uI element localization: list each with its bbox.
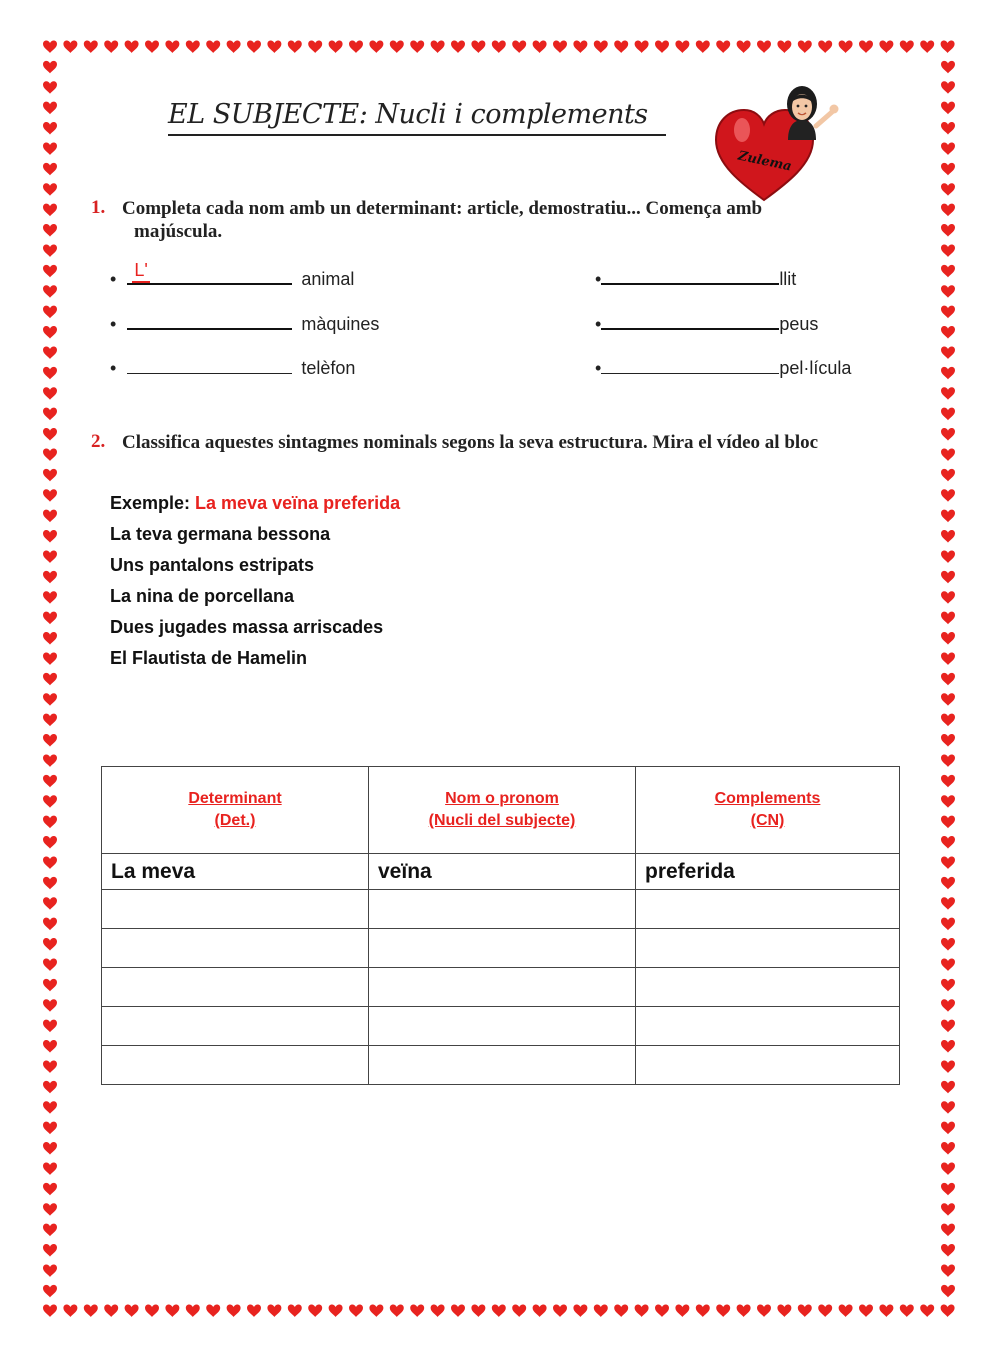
heart-icon [553,40,567,53]
q1-item-animal [110,260,355,290]
heart-icon [43,632,57,645]
heart-icon [737,1304,751,1317]
heart-icon [43,122,57,135]
heart-icon [288,40,302,53]
heart-icon [43,795,57,808]
heart-icon [941,714,955,727]
heart-icon [879,40,893,53]
heart-icon [451,40,465,53]
heart-icon [43,652,57,665]
table-cell-input[interactable] [369,1046,636,1085]
heart-icon [43,183,57,196]
heart-icon [716,40,730,53]
heart-icon [941,1183,955,1196]
classification-table [101,766,900,1085]
heart-icon [941,1060,955,1073]
table-cell-input[interactable] [369,929,636,968]
question-1-number: 1. [91,197,106,218]
heart-icon [941,795,955,808]
example-value: La meva veïna preferida [195,493,401,513]
heart-icon [206,40,220,53]
heart-icon [125,1304,139,1317]
table-cell: La meva [102,854,369,890]
header-nucli [369,767,636,854]
heart-icon [43,877,57,890]
heart-icon [573,40,587,53]
heart-icon [63,1304,77,1317]
heart-icon [104,1304,118,1317]
heart-icon [227,40,241,53]
heart-icon [43,856,57,869]
answer-blank-maquines[interactable] [127,310,292,330]
heart-icon [492,1304,506,1317]
heart-icon [757,1304,771,1317]
heart-icon [43,754,57,767]
heart-icon [594,40,608,53]
heart-icon [43,1040,57,1053]
heart-icon [941,510,955,523]
heart-icon [818,1304,832,1317]
heart-icon [43,367,57,380]
heart-icon [43,1285,57,1298]
heart-icon [206,1304,220,1317]
header-line: (Det.) [214,812,256,829]
noun: animal [301,269,355,289]
heart-icon [737,40,751,53]
heart-icon [941,754,955,767]
table-row [102,854,900,890]
heart-icon [43,265,57,278]
heart-icon [941,693,955,706]
heart-icon [879,1304,893,1317]
bullet: • [595,358,602,378]
heart-icon [941,204,955,217]
table-cell-input[interactable] [102,1046,369,1085]
heart-icon [941,612,955,625]
page-title: EL SUBJECTE: Nucli i complements [168,96,666,136]
phrase-item: Dues jugades massa arriscades [110,617,384,637]
heart-icon [533,1304,547,1317]
heart-icon [390,1304,404,1317]
table-cell: veïna [369,854,636,890]
heart-icon [186,40,200,53]
noun: peus [779,314,819,334]
avatar-icon [787,86,839,140]
heart-icon [941,918,955,931]
header-line: (Nucli del subjecte) [428,812,576,829]
heart-icon [941,40,955,53]
heart-icon [43,1122,57,1135]
heart-icon [941,1142,955,1155]
heart-icon [941,958,955,971]
heart-icon [43,693,57,706]
heart-icon [941,856,955,869]
table-cell-input[interactable] [369,968,636,1007]
heart-icon [104,40,118,53]
heart-icon [451,1304,465,1317]
heart-icon [349,1304,363,1317]
table-cell-input[interactable] [636,968,900,1007]
heart-icon [431,40,445,53]
heart-icon [267,1304,281,1317]
heart-icon [308,40,322,53]
heart-icon [43,306,57,319]
heart-icon [43,979,57,992]
heart-icon [941,1224,955,1237]
heart-icon [471,1304,485,1317]
heart-icon [165,1304,179,1317]
heart-icon [941,979,955,992]
teacher-badge [712,82,847,207]
question-1-line2: majúscula. [134,221,223,242]
heart-icon [43,428,57,441]
heart-icon [431,1304,445,1317]
answer-blank-telefon[interactable] [127,355,292,374]
heart-icon [43,61,57,74]
heart-icon [839,40,853,53]
heart-icon [43,1162,57,1175]
heart-icon [145,1304,159,1317]
heart-icon [43,102,57,115]
heart-icon [512,1304,526,1317]
heart-icon [655,1304,669,1317]
heart-icon [43,775,57,788]
badge-label: Zulema [736,148,793,175]
heart-icon [941,346,955,359]
heart-icon [512,40,526,53]
heart-icon [941,102,955,115]
heart-icon [43,224,57,237]
table-cell-input[interactable] [102,968,369,1007]
answer-blank-animal[interactable] [127,260,292,285]
heart-icon [573,1304,587,1317]
heart-icon [941,224,955,237]
question-2-number: 2. [91,431,106,452]
heart-icon [941,326,955,339]
heart-icon [410,1304,424,1317]
heart-icon [43,816,57,829]
heart-icon [369,40,383,53]
heart-icon [43,734,57,747]
heart-icon [941,1285,955,1298]
heart-icon [635,1304,649,1317]
heart-icon [43,1203,57,1216]
heart-icon [43,510,57,523]
heart-icon [777,40,791,53]
heart-icon [941,1101,955,1114]
bullet: • [595,269,602,289]
heart-icon [43,897,57,910]
heart-icon [941,306,955,319]
heart-icon [63,40,77,53]
bullet: • [110,269,117,289]
heart-icon [696,40,710,53]
heart-icon [941,1081,955,1094]
heart-icon [43,1142,57,1155]
q1-item-maquines [110,310,379,335]
heart-icon [941,183,955,196]
header-line: Determinant [188,790,282,807]
heart-icon [43,244,57,257]
table-cell-input[interactable] [102,929,369,968]
heart-icon [614,40,628,53]
heart-icon [818,40,832,53]
heart-icon [43,1244,57,1257]
heart-icon [941,163,955,176]
header-line: Complements [714,790,821,807]
heart-icon [941,1040,955,1053]
table-cell-input[interactable] [369,890,636,929]
heart-icon [920,1304,934,1317]
heart-icon [941,591,955,604]
heart-icon [43,1081,57,1094]
heart-icon [777,1304,791,1317]
heart-icon [941,1122,955,1135]
heart-icon [43,673,57,686]
heart-icon [43,469,57,482]
heart-icon [839,1304,853,1317]
heart-icon [533,40,547,53]
table-cell-input[interactable] [636,929,900,968]
heart-icon [941,1020,955,1033]
heart-icon [43,204,57,217]
heart-icon [43,408,57,421]
example-label: Exemple: [110,493,196,513]
heart-icon [941,1162,955,1175]
question-2-text: Classifica aquestes sintagmes nominals segons la seva estructura. Mira el vídeo al bloc [122,432,819,453]
bullet: • [595,314,602,334]
bullet: • [110,314,117,334]
heart-icon [941,142,955,155]
heart-icon [165,40,179,53]
heart-icon [43,1060,57,1073]
noun: telèfon [301,358,356,378]
heart-icon [655,40,669,53]
heart-icon [941,81,955,94]
heart-icon [675,40,689,53]
heart-icon [635,40,649,53]
heart-icon [43,163,57,176]
question-1-text [122,197,882,243]
heart-icon [941,448,955,461]
table-cell-input[interactable] [369,1007,636,1046]
table-cell-input[interactable] [102,890,369,929]
heart-icon [941,938,955,951]
heart-icon [43,836,57,849]
heart-icon [798,1304,812,1317]
bullet: • [110,358,117,378]
heart-icon [900,1304,914,1317]
heart-icon [145,40,159,53]
heart-icon [329,1304,343,1317]
table-row [102,929,900,968]
noun: pel·lícula [779,358,852,378]
heart-icon [349,40,363,53]
phrase-item: Uns pantalons estripats [110,555,315,575]
noun: màquines [301,314,380,334]
noun: llit [779,269,797,289]
heart-icon [43,326,57,339]
heart-icon [941,530,955,543]
heart-icon [675,1304,689,1317]
heart-icon [757,40,771,53]
header-line: Nom o pronom [445,790,559,807]
heart-icon [288,1304,302,1317]
heart-icon [186,1304,200,1317]
heart-icon [900,40,914,53]
heart-icon [941,265,955,278]
answer-filled: L' [132,260,149,283]
heart-icon [941,999,955,1012]
phrase-item: La nina de porcellana [110,586,295,606]
heart-icon [941,673,955,686]
heart-icon [247,1304,261,1317]
heart-icon [614,1304,628,1317]
heart-icon [941,550,955,563]
heart-icon [84,40,98,53]
heart-icon [941,61,955,74]
header-complements [636,767,900,854]
answer-blank-llit[interactable] [601,265,779,285]
heart-icon [227,1304,241,1317]
heart-icon [594,1304,608,1317]
question-1-line1: Completa cada nom amb un determinant: article, demostratiu... Comença amb [122,198,763,219]
q1-item-pellicula [595,355,851,379]
heart-icon [859,40,873,53]
heart-icon [941,632,955,645]
heart-icon [941,408,955,421]
heart-icon [43,1020,57,1033]
q1-item-peus [595,310,818,335]
q1-item-llit [595,265,796,290]
heart-icon [716,1304,730,1317]
heart-icon [43,81,57,94]
heart-icon [329,40,343,53]
heart-icon [84,1304,98,1317]
heart-icon [43,612,57,625]
heart-icon [308,1304,322,1317]
heart-icon [941,652,955,665]
heart-icon [941,428,955,441]
table-cell-input[interactable] [102,1007,369,1046]
heart-icon [43,1224,57,1237]
q1-item-telefon [110,355,355,379]
heart-icon [920,40,934,53]
table-row [102,968,900,1007]
heart-icon [43,714,57,727]
header-determinant [102,767,369,854]
heart-icon [941,816,955,829]
heart-icon [43,40,57,53]
heart-icon [43,958,57,971]
table-row [102,1046,900,1085]
heart-icon [696,1304,710,1317]
heart-icon [43,448,57,461]
heart-icon [43,142,57,155]
heart-icon [941,469,955,482]
table-header-row [102,767,900,854]
heart-icon [43,571,57,584]
heart-icon [941,734,955,747]
phrase-item: La teva germana bessona [110,524,331,544]
table-cell-input[interactable] [636,1046,900,1085]
heart-icon [941,1244,955,1257]
heart-icon [267,40,281,53]
table-cell-input[interactable] [636,1007,900,1046]
heart-icon [941,877,955,890]
table-cell-input[interactable] [636,890,900,929]
heart-icon [43,938,57,951]
heart-icon [43,285,57,298]
heart-icon [43,530,57,543]
heart-icon [247,40,261,53]
heart-icon [43,1183,57,1196]
heart-icon [941,1304,955,1317]
heart-icon [941,1203,955,1216]
table-row [102,1007,900,1046]
heart-icon [941,244,955,257]
heart-icon [471,40,485,53]
heart-icon [369,1304,383,1317]
heart-icon [43,1101,57,1114]
heart-icon [43,346,57,359]
heart-icon [43,387,57,400]
heart-icon [941,1264,955,1277]
heart-icon [553,1304,567,1317]
header-line: (CN) [750,812,785,829]
heart-icon [941,775,955,788]
heart-icon [492,40,506,53]
table-cell: preferida [636,854,900,890]
heart-icon [941,489,955,502]
heart-icon [43,1264,57,1277]
heart-icon [43,1304,57,1317]
table-row [102,890,900,929]
heart-icon [125,40,139,53]
heart-icon [941,897,955,910]
heart-icon [941,387,955,400]
heart-icon [43,550,57,563]
example-line [110,493,400,514]
heart-icon [941,122,955,135]
answer-blank-peus[interactable] [601,310,779,330]
heart-icon [798,40,812,53]
heart-icon [43,591,57,604]
answer-blank-pellicula[interactable] [601,355,779,374]
heart-icon [859,1304,873,1317]
heart-icon [941,285,955,298]
heart-icon [43,999,57,1012]
heart-icon [43,918,57,931]
heart-icon [390,40,404,53]
heart-icon [941,367,955,380]
heart-icon [941,571,955,584]
heart-icon [43,489,57,502]
heart-icon [941,836,955,849]
phrase-item: El Flautista de Hamelin [110,648,308,668]
heart-icon [410,40,424,53]
